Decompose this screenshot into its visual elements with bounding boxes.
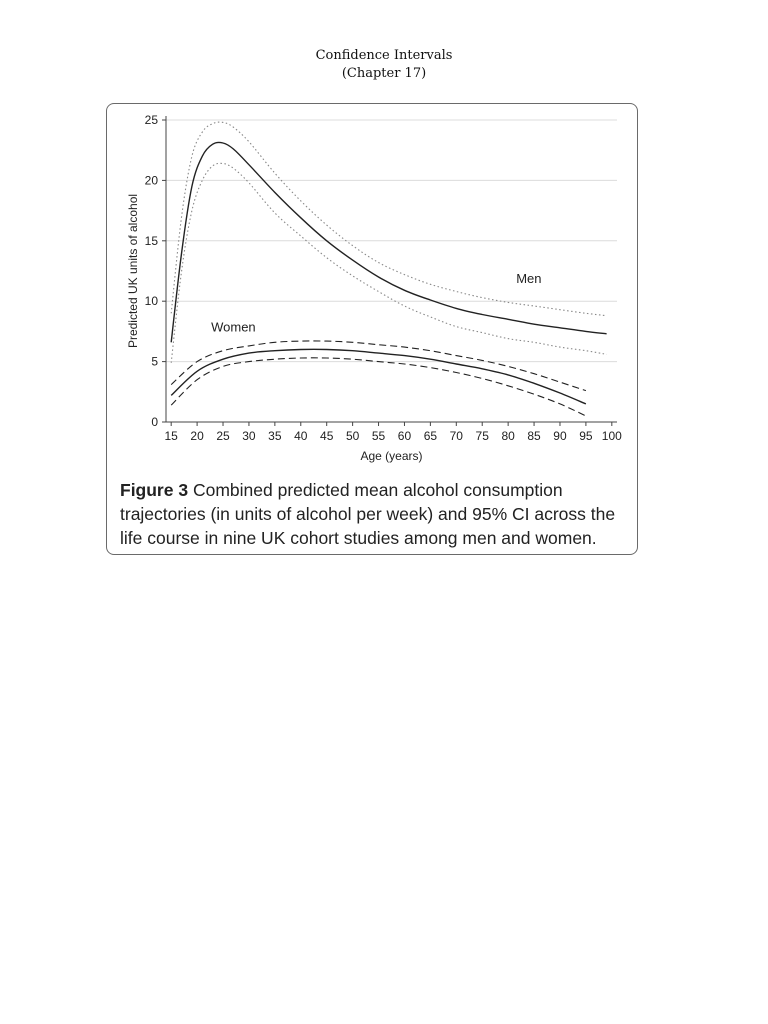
x-tick-label-95: 95 bbox=[579, 429, 593, 443]
x-tick-label-50: 50 bbox=[345, 429, 360, 443]
x-tick-label-55: 55 bbox=[371, 429, 386, 443]
x-tick-label-15: 15 bbox=[164, 429, 178, 443]
y-tick-label-10: 10 bbox=[144, 294, 158, 309]
y-tick-label-15: 15 bbox=[144, 233, 158, 248]
y-tick-label-0: 0 bbox=[151, 415, 158, 429]
figure-caption-label: Figure 3 bbox=[120, 480, 189, 500]
x-tick-label-100: 100 bbox=[601, 429, 622, 443]
page-header-chapter: (Chapter 17) bbox=[341, 66, 427, 81]
series-label-men: Men bbox=[516, 271, 542, 287]
series-line-women bbox=[171, 349, 586, 404]
page-header-title: Confidence Intervals bbox=[315, 48, 453, 63]
x-axis-title: Age (years) bbox=[360, 449, 423, 463]
x-tick-label-25: 25 bbox=[216, 429, 230, 443]
figure-caption-text: Combined predicted mean alcohol consumption trajectories (in units of alcohol per week) and 95% CI across the life course in nine UK cohort studies among men and women. bbox=[120, 480, 616, 548]
x-tick-label-60: 60 bbox=[397, 429, 412, 443]
y-tick-label-25: 25 bbox=[144, 113, 158, 127]
x-tick-label-75: 75 bbox=[475, 429, 489, 443]
x-tick-label-80: 80 bbox=[501, 429, 515, 443]
x-tick-label-70: 70 bbox=[449, 429, 463, 443]
figure-caption bbox=[120, 478, 630, 550]
series-line-women-95-ci-lower bbox=[171, 358, 586, 416]
y-tick-label-5: 5 bbox=[151, 354, 158, 369]
figure-box bbox=[106, 103, 638, 555]
x-tick-label-65: 65 bbox=[423, 429, 438, 443]
x-tick-label-40: 40 bbox=[294, 429, 308, 443]
series-line-women-95-ci-upper bbox=[171, 341, 586, 391]
x-tick-label-20: 20 bbox=[190, 429, 204, 443]
line-chart bbox=[107, 104, 637, 474]
x-tick-label-45: 45 bbox=[320, 429, 334, 443]
series-line-men bbox=[171, 142, 606, 342]
series-label-women: Women bbox=[211, 319, 256, 335]
x-tick-label-85: 85 bbox=[527, 429, 541, 443]
x-tick-label-35: 35 bbox=[268, 429, 282, 443]
y-axis-title: Predicted UK units of alcohol bbox=[126, 193, 140, 349]
y-tick-label-20: 20 bbox=[144, 173, 158, 188]
x-tick-label-90: 90 bbox=[553, 429, 567, 443]
x-tick-label-30: 30 bbox=[242, 429, 256, 443]
